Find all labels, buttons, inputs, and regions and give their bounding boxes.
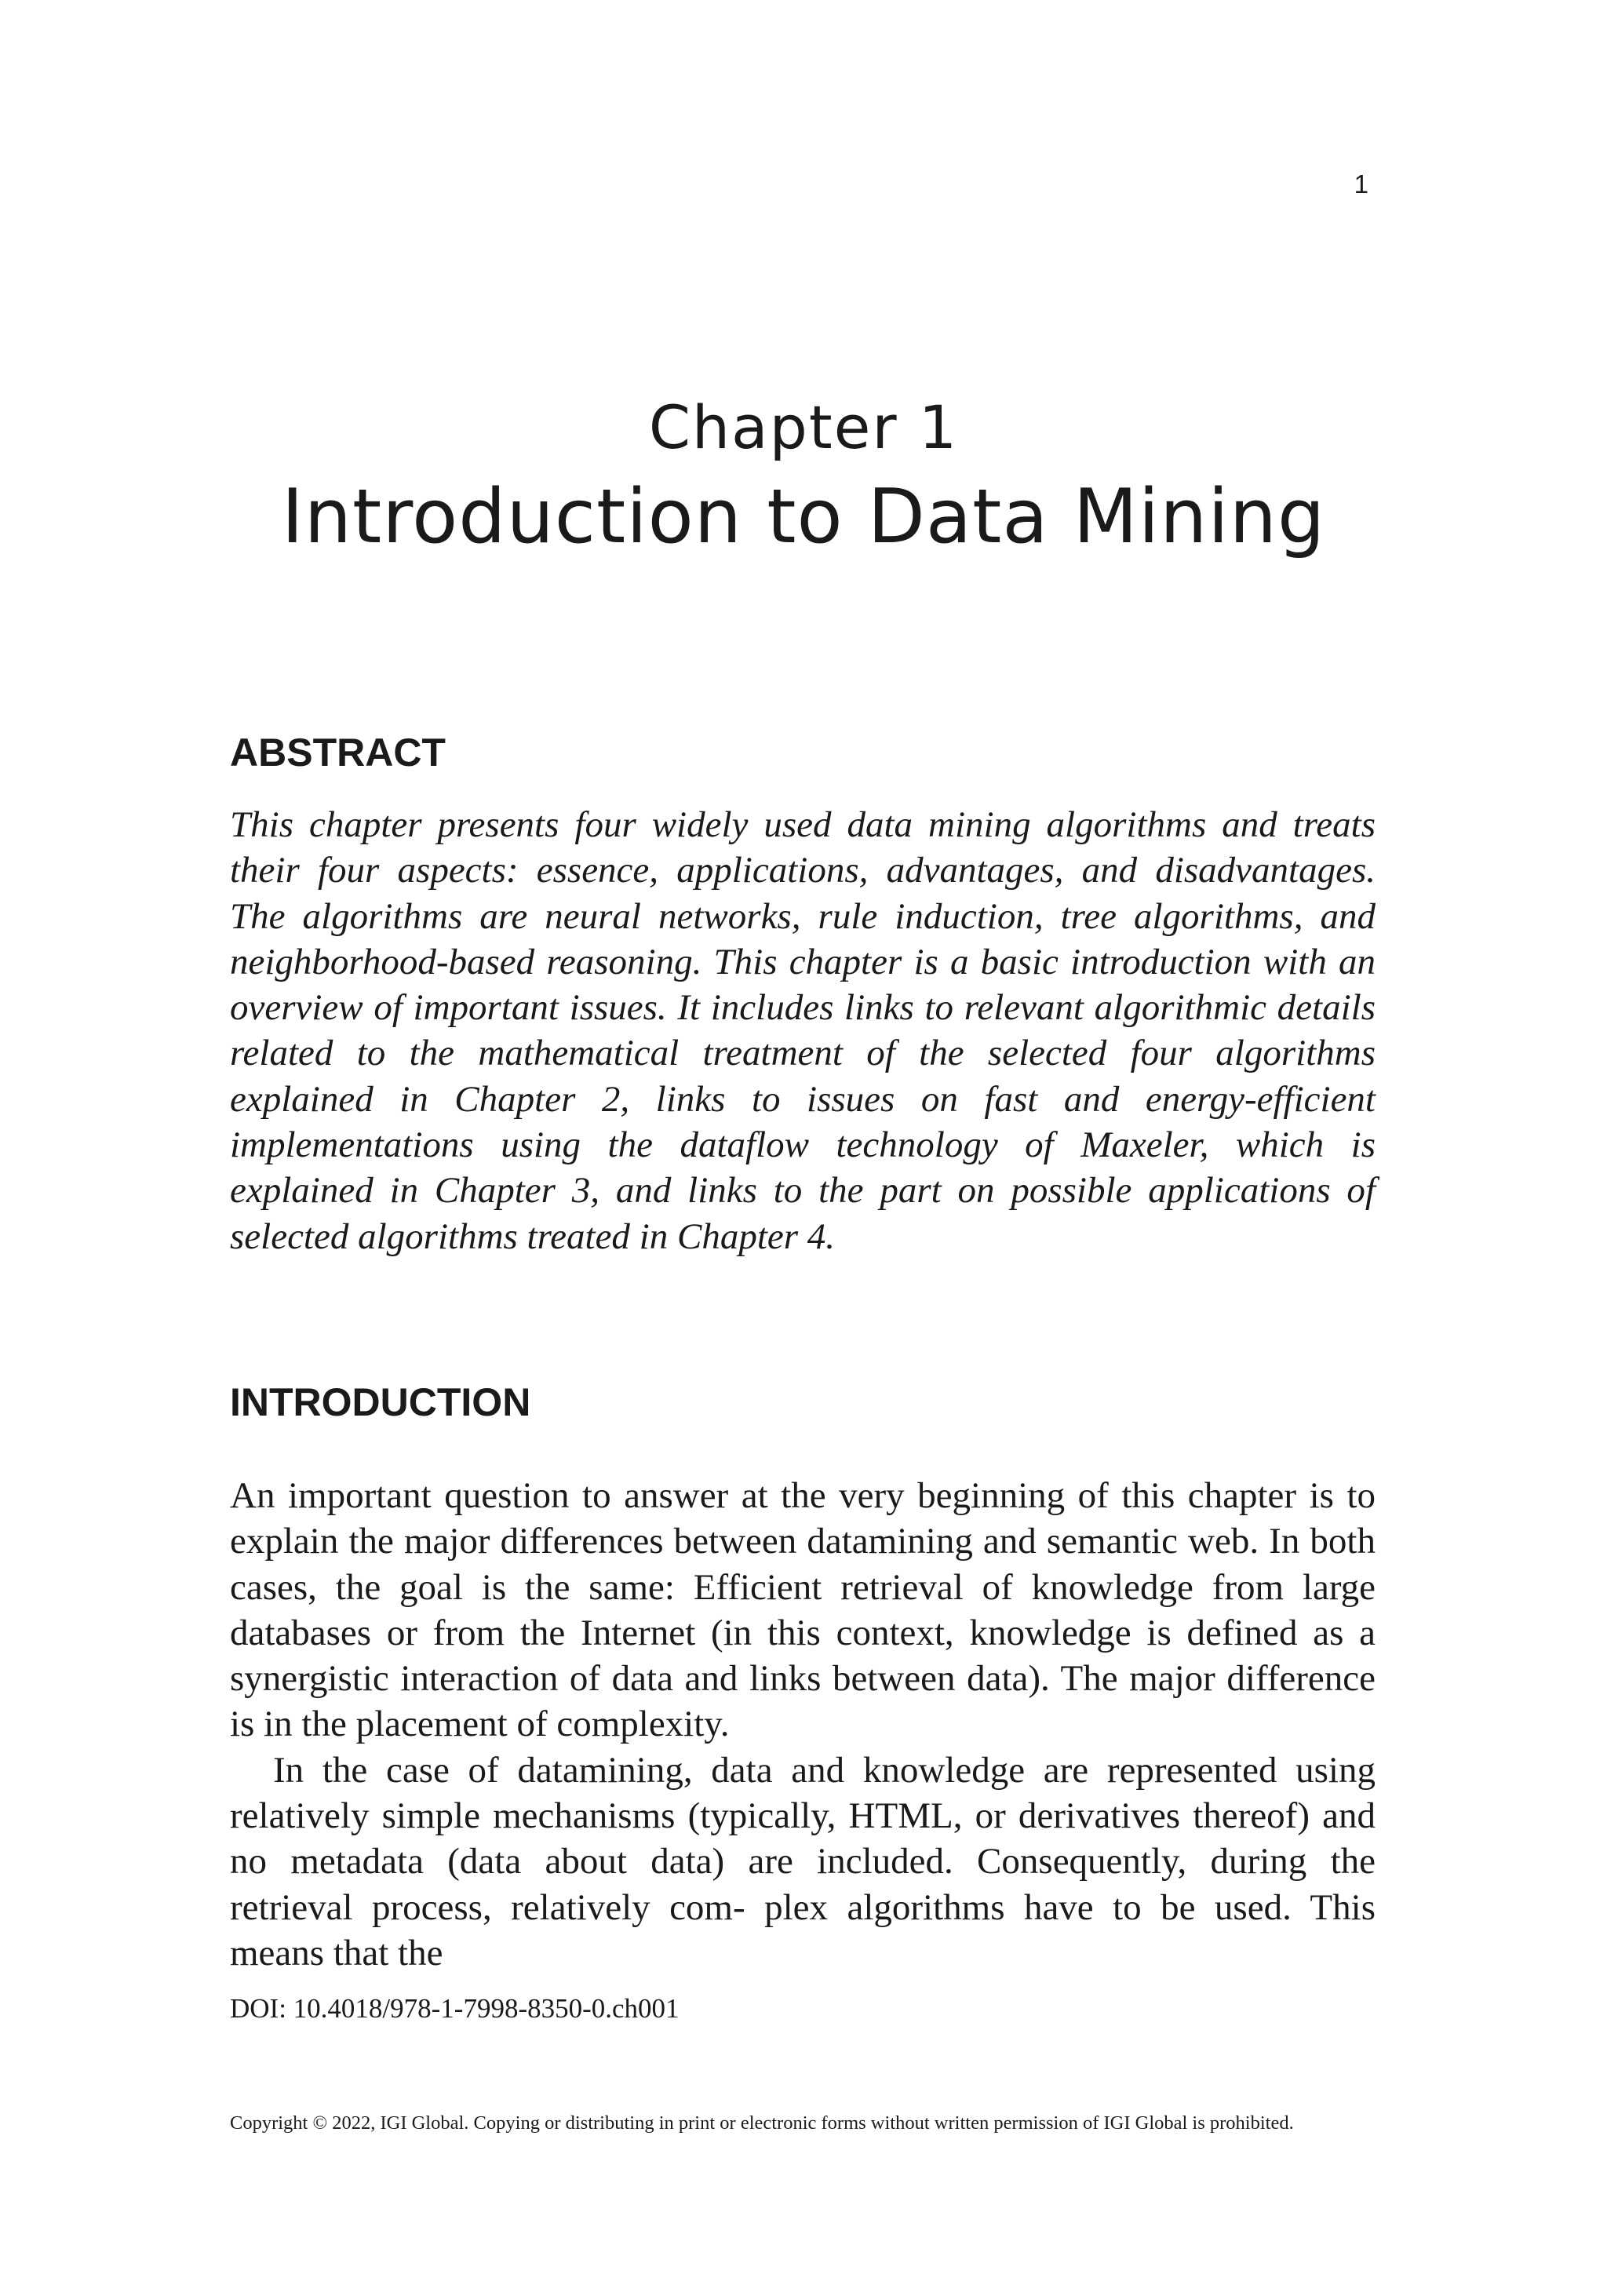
doi-line: DOI: 10.4018/978-1-7998-8350-0.ch001 [230, 1993, 680, 2024]
chapter-title: Introduction to Data Mining [281, 474, 1326, 560]
page-number: 1 [1354, 169, 1368, 199]
abstract-text: This chapter presents four widely used data mining algorithms and treats their four aspects: essence, applications, advantages, and disadvantages. The algorithms are neural networks, rule induction, tree algorithms, and neighborhood-based reasoning. This chapter is a basic introduction with an overview of important issues. It includes links to relevant algorithmic details related to the mathematical treatment of the selected four algorithms explained in Chapter 2, links to issues on fast and energy-efficient implementations using the dataflow technology of Maxeler, which is explained in Chapter 3, and links to the part on possible applications of selected algorithms treated in Chapter 4. [230, 804, 1376, 1257]
introduction-heading: INTRODUCTION [230, 1380, 531, 1424]
introduction-paragraph: An important question to answer at the very beginning of this chapter is to explain the major differences between datamining and semantic web. In both cases, the goal is the same: Efficient retrieval of knowledge from large databases or from the Internet (in this context, knowledge is defined as a synergistic interaction of data and links between data). The major difference is in the placement of complexity. [230, 1475, 1376, 1745]
introduction-body [230, 1473, 1376, 1976]
abstract-heading: ABSTRACT [230, 731, 446, 774]
copyright-notice: Copyright © 2022, IGI Global. Copying or distributing in print or electronic forms without written permission of IGI Global is prohibited. [230, 2112, 1294, 2134]
introduction-paragraph: In the case of datamining, data and knowledge are represented using relatively simple mechanisms (typically, HTML, or derivatives thereof) and no metadata (data about data) are included. Consequently, during the retrieval process, relatively com- plex algorithms have to be used. This means that the [230, 1749, 1376, 1973]
chapter-label: Chapter 1 [648, 392, 959, 462]
